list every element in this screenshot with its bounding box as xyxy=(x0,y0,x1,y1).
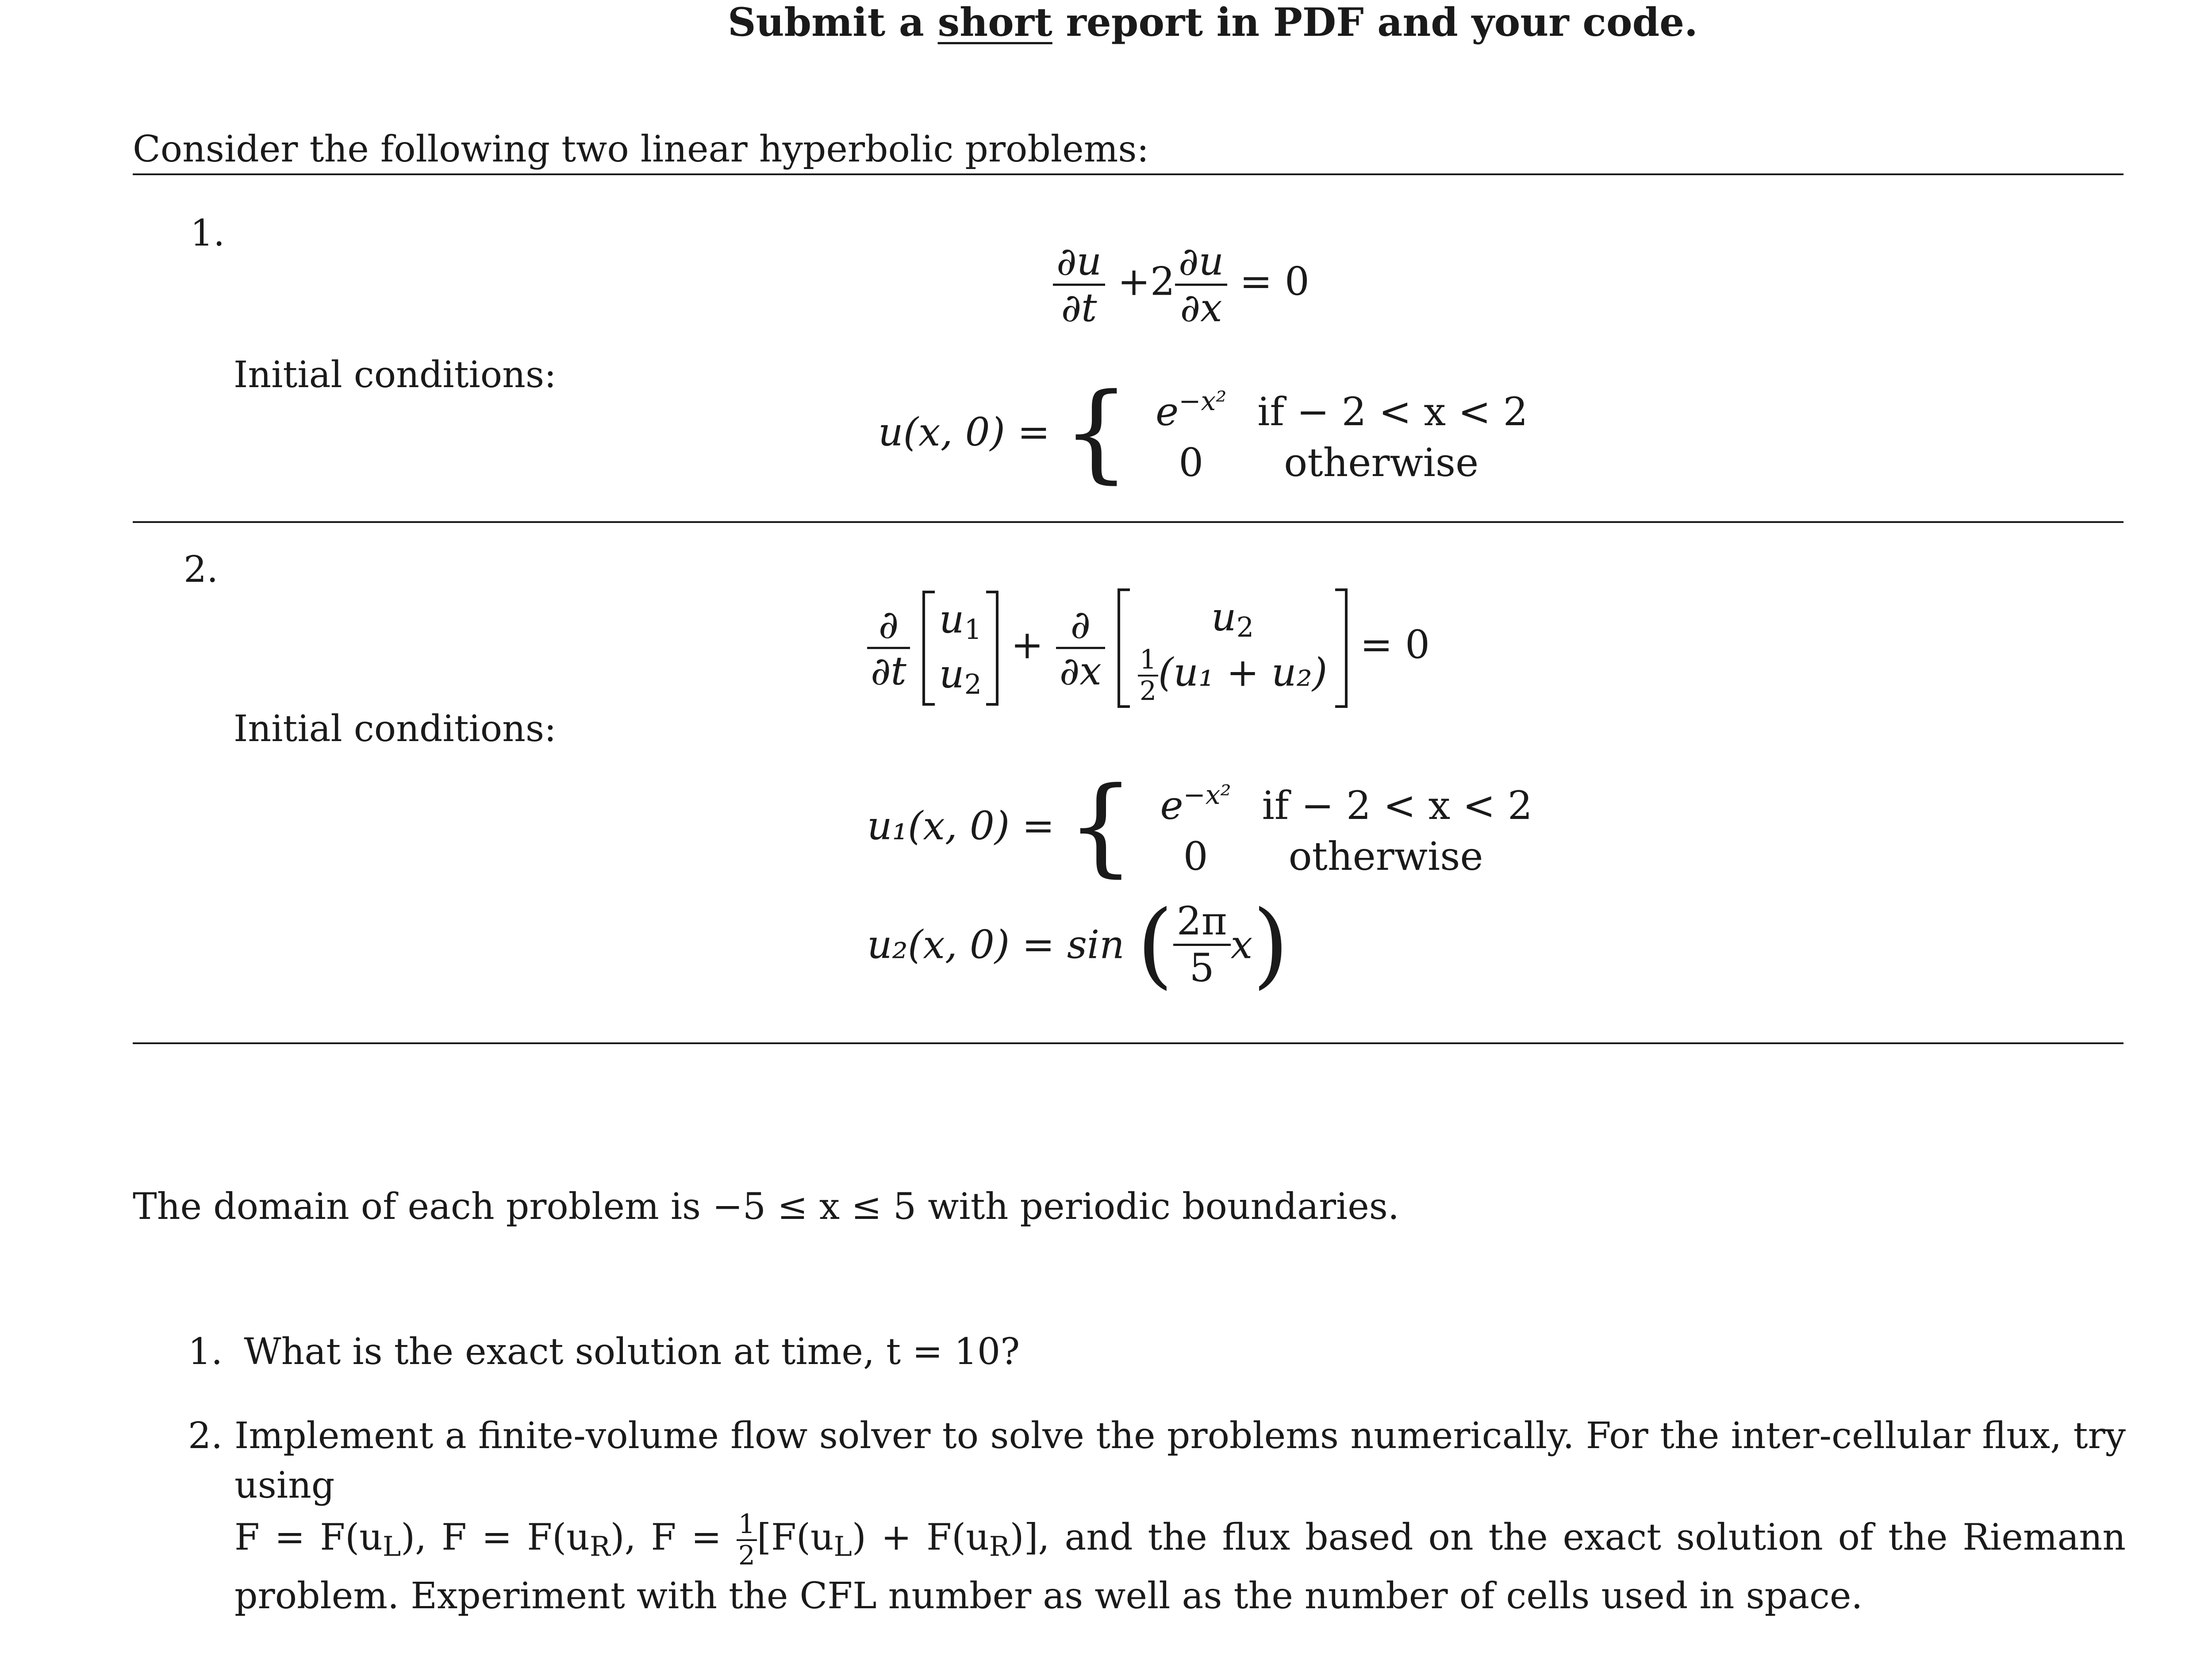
problem1-number: 1. xyxy=(190,212,225,254)
header-pre: Submit a xyxy=(728,0,924,45)
problem2-number: 2. xyxy=(184,549,219,591)
header xyxy=(728,0,1698,45)
problem1-ic-label: Initial conditions: xyxy=(234,354,557,396)
intro-text: Consider the following two linear hyperbolic problems: xyxy=(133,128,1149,170)
question-2-line2: $F = F(u_L)$, $F = F(u_R)$, F = $\frac{1}{2}$ $[F(u_L) + F(u_R)]$, and the flux based on the exact solution of the Riemann xyxy=(234,1509,2126,1571)
rule-bottom xyxy=(133,1042,2124,1044)
domain-text: The domain of each problem is −5 ≤ x ≤ 5 with periodic boundaries. xyxy=(133,1186,1399,1228)
rule-mid xyxy=(133,521,2124,523)
question-1: 1. What is the exact solution at time, t = 10? xyxy=(188,1331,1020,1373)
problem2-equation: $\frac{\partial}{\partial t}$ $u_1$ $u_2$ + $\frac{\partial}{\partial x}$ $u_2$ $\frac{1}{2}$ (u₁ + u₂) = 0 xyxy=(867,588,1430,708)
question-2-line3: problem. Experiment with the CFL number as well as the number of cells used in space. xyxy=(234,1575,1863,1617)
problem1-equation: $\frac{\partial u}{\partial t}$ +2 $\frac{\partial u}{\partial x}$ = 0 xyxy=(1053,241,1310,329)
problem2-ic2: u₂(x, 0) = sin ( $\frac{2\pi}{5}$ x) xyxy=(867,890,1289,999)
problem2-ic-label: Initial conditions: xyxy=(234,708,557,750)
problem1-ic: u(x, 0) = { $e^{-x^2}$ if − 2 < x < 2 0 otherwise xyxy=(878,370,1528,494)
question-2-line1: Implement a finite-volume flow solver to solve the problems numerically. For the inter-cellular flux, try using xyxy=(234,1415,2126,1506)
question-1-text: What is the exact solution at time, t = 10? xyxy=(244,1331,1020,1373)
header-post: report in PDF and your code. xyxy=(1066,0,1698,45)
header-underlined: short xyxy=(937,0,1052,45)
question-2: 2. Implement a finite-volume flow solver to solve the problems numerically. For the inter-cellular flux, try using $F = F(u_L)$, $F = F(u_R)$, F = $\frac{1}{2}$ $[F(u_L) + F(u_R)]$, and the flux based on the exact solution of the Riemann problem. Experiment with the CFL number as well as the number of cells used in space. xyxy=(188,1411,2126,1621)
rule-top xyxy=(133,173,2124,175)
problem2-ic1: u₁(x, 0) = { $e^{-x^2}$ if − 2 < x < 2 0 otherwise xyxy=(867,764,1532,888)
